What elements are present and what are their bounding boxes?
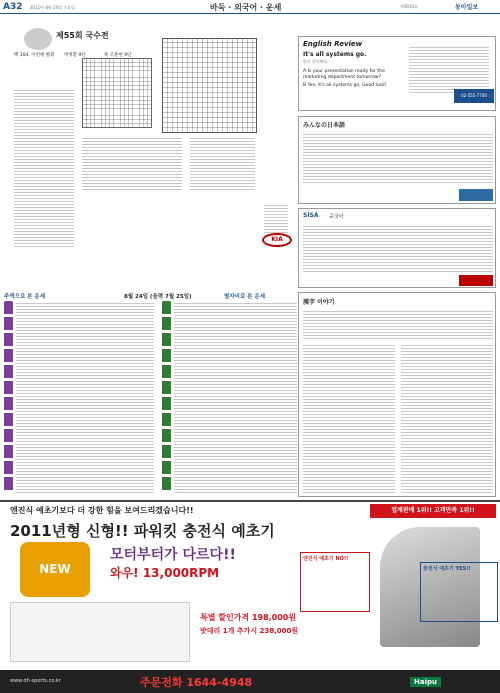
horoscope-right-title: 별자리로 본 운세 [224,294,266,300]
kia-logo: KIA [262,233,292,261]
english-question: A Is your presentation ready for the marketing department tomorrow? [303,69,385,80]
english-review-box [298,36,496,111]
baduk-title: 제55회 국수전 [56,31,109,40]
hanja-box [298,292,496,497]
ad-no-title: 엔진식 예초기 NO!! [303,556,349,562]
ad-footer [0,670,500,693]
ad-new-badge: NEW [20,542,90,597]
hanja-title: 漢字 이야기 [303,299,335,306]
baduk-board-main [162,38,257,133]
baduk-subtitle: 백 104, 이번에 발휘 [14,53,55,58]
hanja-col-2 [401,343,493,493]
japanese-box [298,116,496,204]
english-title: English Review [303,40,363,48]
english-answer: B Yes, it's all systems go. Good luck! [303,83,387,88]
hanja-col-1 [303,343,395,493]
baduk-text-1 [82,136,182,191]
english-phone-badge: 02-555-7700 [454,89,494,103]
zodiac-column [4,301,154,493]
sisa-title: SISA [303,212,319,219]
ad-badge: 업계판매 1위!! 고객만족 1위!! [370,504,496,518]
zodiac-icons [4,301,13,493]
baduk-black-player: 박정환 9단 [64,53,86,58]
zodiac-text [16,301,154,493]
japanese-ad-badge [459,189,493,201]
japanese-content [303,132,493,184]
baduk-note [264,203,288,233]
ad-yes-title: 충전식 예초기 YES!! [423,566,471,572]
ad-sale-price: 특별 할인가격 198,000원 [200,613,297,622]
ad-no-box [300,552,370,612]
baduk-text-2 [190,136,255,191]
baduk-board-small [82,58,152,128]
section-title: 바둑 · 외국어 · 운세 [210,3,282,12]
ad-top-line: 엔진식 예초기보다 더 강한 힘을 보여드리겠습니다!! [10,506,194,515]
ad-product-title: 2011년형 신형!! 파워킷 충전식 예초기 [10,522,275,540]
hanja-intro [303,309,493,339]
english-sub: 만사 준비완료 [303,59,328,64]
baduk-emblem-icon [24,28,52,50]
ad-yes-box [420,562,498,622]
trimmer-advertisement [0,500,500,691]
sisa-sub: 중국어 [329,214,344,220]
english-notes [409,45,489,95]
page-header [0,0,500,14]
baduk-section [4,18,294,280]
ad-sale-price-2: 밧데리 1개 추가시 238,000원 [200,627,299,635]
ad-rpm: 와우! 13,000RPM [110,566,220,580]
star-sign-icons [162,301,171,493]
horoscope-date: 8월 24일 (음력 7월 25일) [124,294,192,300]
star-text [174,301,297,493]
newspaper-logo: 동아일보 [455,4,479,11]
ad-spec-panel [10,602,190,662]
horoscope-title: 주역으로 본 운세 [4,294,46,300]
baduk-commentary [14,88,74,248]
star-column [162,301,297,493]
ad-slogan: 모터부터가 다르다!! [110,547,236,563]
english-headline: It's all systems go. [303,51,367,58]
baduk-white-player: 흑 조훈현 9단 [104,53,132,58]
chinese-ad-badge [459,275,493,286]
chinese-box [298,208,496,288]
ad-brand: Haipu [410,677,441,687]
issue-number: 제3910호 [400,4,418,9]
issue-date: 2011년 8월 24일 수요일 [30,5,75,10]
chinese-content [303,224,493,272]
page-number: A32 [3,2,23,12]
ad-phone: 주문전화 1644-4948 [140,676,253,689]
ad-site: www.dh-sports.co.kr [10,678,61,684]
japanese-title: みんなの日本語 [303,122,346,129]
